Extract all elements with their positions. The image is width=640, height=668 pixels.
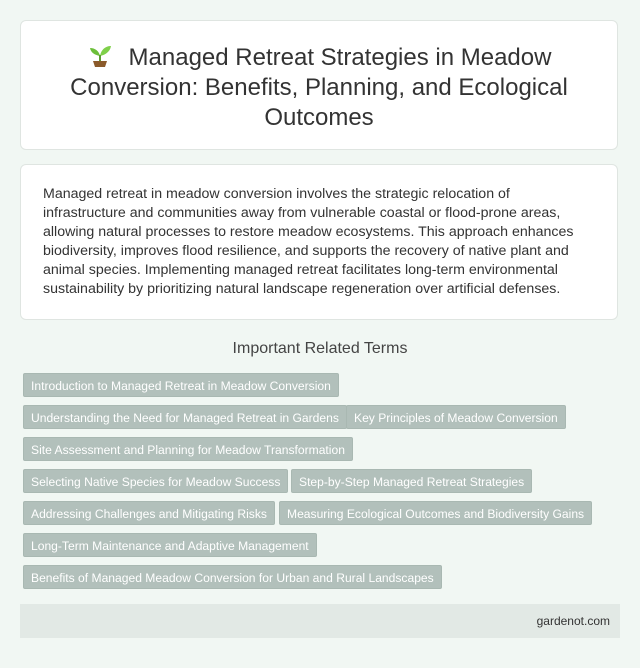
page-title <box>45 43 593 133</box>
footer-bar <box>20 604 620 638</box>
term-tag-10[interactable]: Benefits of Managed Meadow Conversion for Urban and Rural Landscapes <box>23 565 442 589</box>
term-tag-2[interactable]: Understanding the Need for Managed Retreat in Gardens <box>23 405 347 429</box>
term-tag-1[interactable]: Introduction to Managed Retreat in Meadow Conversion <box>23 373 339 397</box>
title-card <box>20 20 618 150</box>
page-title-text: Managed Retreat Strategies in Meadow Conversion: Benefits, Planning, and Ecological Outcomes <box>70 44 568 131</box>
intro-paragraph: Managed retreat in meadow conversion involves the strategic relocation of infrastructure and communities away from vulnerable coastal or flood-prone areas, allowing natural processes to restore meadow ecosystems. This approach enhances biodiversity, improves flood resilience, and supports the recovery of native plant and animal species. Implementing managed retreat facilitates long-term environmental sustainability by prioritizing natural landscape regeneration over artificial defenses. <box>43 186 574 297</box>
intro-card <box>20 164 618 320</box>
term-tag-9[interactable]: Long-Term Maintenance and Adaptive Management <box>23 533 317 557</box>
sprout-icon <box>87 43 113 67</box>
term-tag-8[interactable]: Measuring Ecological Outcomes and Biodiversity Gains <box>279 501 592 525</box>
related-terms-heading: Important Related Terms <box>232 340 408 357</box>
term-tag-5[interactable]: Selecting Native Species for Meadow Success <box>23 469 288 493</box>
term-tag-3[interactable]: Key Principles of Meadow Conversion <box>346 405 566 429</box>
term-tag-7[interactable]: Addressing Challenges and Mitigating Risks <box>23 501 275 525</box>
term-tag-4[interactable]: Site Assessment and Planning for Meadow Transformation <box>23 437 353 461</box>
footer-site-link[interactable]: gardenot.com <box>536 614 610 628</box>
term-tag-6[interactable]: Step-by-Step Managed Retreat Strategies <box>291 469 532 493</box>
